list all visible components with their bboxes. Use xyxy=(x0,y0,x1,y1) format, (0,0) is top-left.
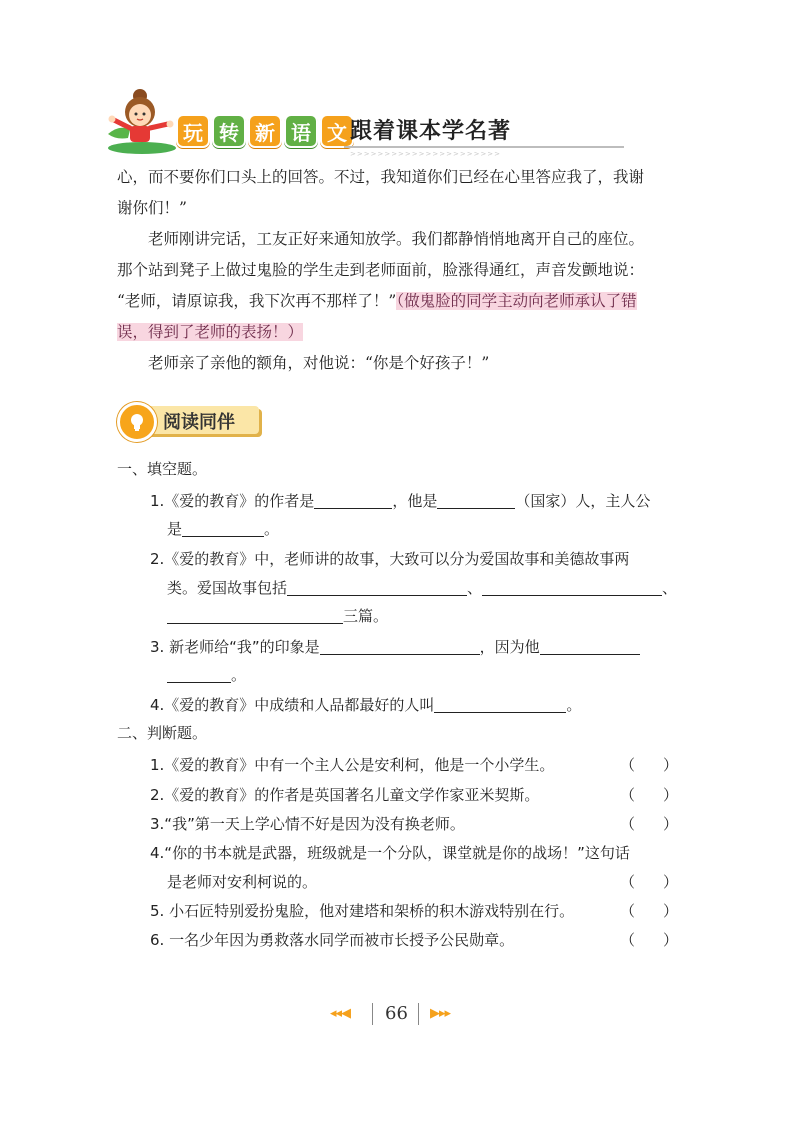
answer-blank[interactable] xyxy=(320,638,480,655)
badge-char: 文 xyxy=(320,114,354,148)
story-line: 那个站到凳子上做过鬼脸的学生走到老师面前，脸涨得通红，声音发颤地说： xyxy=(117,261,645,279)
judgement-item: 6. 一名少年因为勇救落水同学而被市长授予公民勋章。 xyxy=(150,931,515,949)
answer-paren: ） xyxy=(663,873,679,891)
question-3: 3. 新老师给“我”的印象是 ，因为他 xyxy=(150,636,680,657)
question-3-cont: 。 xyxy=(167,664,697,685)
story-line: 老师亲了亲他的额角，对他说：“你是个好孩子！” xyxy=(148,354,490,372)
answer-paren: ） xyxy=(663,931,679,949)
answer-blank[interactable] xyxy=(437,492,515,509)
part1-heading: 一、填空题。 xyxy=(117,460,208,478)
answer-paren[interactable]: （ xyxy=(620,931,636,949)
story-line: 老师刚讲完话，工友正好来通知放学。我们都静悄悄地离开自己的座位。 xyxy=(148,230,645,248)
story-line xyxy=(117,286,687,317)
column-badge xyxy=(176,114,354,148)
prev-arrows-icon: ◂◂◀ xyxy=(330,1006,351,1021)
badge-char: 玩 xyxy=(176,114,210,148)
answer-blank[interactable] xyxy=(540,638,640,655)
answer-paren[interactable]: （ xyxy=(620,786,636,804)
badge-char: 语 xyxy=(284,114,318,148)
mascot-girl-icon xyxy=(100,84,182,156)
answer-paren: ） xyxy=(663,756,679,774)
answer-blank[interactable] xyxy=(314,492,392,509)
answer-blank[interactable] xyxy=(182,520,264,537)
story-line: 谢你们！” xyxy=(117,199,187,217)
judgement-item-cont: 是老师对安利柯说的。 xyxy=(167,873,318,891)
header-decoration: >>>>>>>>>>>>>>>>>>>>>> xyxy=(350,150,502,158)
badge-char: 转 xyxy=(212,114,246,148)
answer-paren[interactable]: （ xyxy=(620,902,636,920)
footer-divider xyxy=(372,1003,373,1025)
question-4: 4.《爱的教育》中成绩和人品都最好的人叫 。 xyxy=(150,696,582,714)
lightbulb-icon xyxy=(117,402,157,442)
badge-char: 新 xyxy=(248,114,282,148)
answer-paren: ） xyxy=(663,902,679,920)
answer-blank[interactable] xyxy=(434,696,566,713)
answer-blank[interactable] xyxy=(167,666,231,683)
question-2-cont2: 三篇。 xyxy=(167,605,697,626)
story-line: 心，而不要你们口头上的回答。不过，我知道你们已经在心里答应我了，我谢 xyxy=(117,168,645,186)
annotation-highlight: （做鬼脸的同学主动向老师承认了错 xyxy=(396,292,637,310)
page-header xyxy=(100,84,540,158)
question-1: 1.《爱的教育》的作者是 ，他是 （国家）人，主人公 xyxy=(150,492,651,510)
story-text xyxy=(117,162,687,379)
annotation-highlight: 误，得到了老师的表扬！） xyxy=(117,323,304,341)
answer-paren[interactable]: （ xyxy=(620,815,636,833)
answer-paren: ） xyxy=(663,815,679,833)
part2-heading: 二、判断题。 xyxy=(117,724,208,742)
answer-paren[interactable]: （ xyxy=(620,873,636,891)
answer-blank[interactable] xyxy=(287,579,467,596)
judgement-item: 1.《爱的教育》中有一个主人公是安利柯，他是一个小学生。 xyxy=(150,756,555,774)
judgement-item: 3.“我”第一天上学心情不好是因为没有换老师。 xyxy=(150,815,465,833)
page-number: 66 xyxy=(385,1003,408,1024)
footer-divider xyxy=(418,1003,419,1025)
judgement-item: 5. 小石匠特别爱扮鬼脸，他对建塔和架桥的积木游戏特别在行。 xyxy=(150,902,575,920)
answer-paren[interactable]: （ xyxy=(620,756,636,774)
judgement-item: 4.“你的书本就是武器，班级就是一个分队，课堂就是你的战场！”这句话 xyxy=(150,844,630,862)
answer-blank[interactable] xyxy=(167,607,343,624)
answer-blank[interactable] xyxy=(482,579,662,596)
story-quote: “老师，请原谅我，我下次再不那样了！” xyxy=(117,292,397,310)
judgement-item: 2.《爱的教育》的作者是英国著名儿童文学作家亚米契斯。 xyxy=(150,786,540,804)
question-2-cont: 类。爱国故事包括 、 、 xyxy=(167,579,678,597)
section-title: 阅读同伴 xyxy=(163,412,235,433)
header-divider xyxy=(344,146,624,148)
answer-paren: ） xyxy=(663,786,679,804)
section-badge xyxy=(117,400,262,440)
page-footer xyxy=(330,1000,470,1030)
story-line xyxy=(117,317,687,348)
header-subtitle: 跟着课本学名著 xyxy=(350,119,512,144)
next-arrows-icon: ▶▸▸ xyxy=(430,1006,451,1021)
question-2: 2.《爱的教育》中，老师讲的故事，大致可以分为爱国故事和美德故事两 xyxy=(150,550,630,568)
question-1-cont: 是 。 xyxy=(167,520,280,538)
